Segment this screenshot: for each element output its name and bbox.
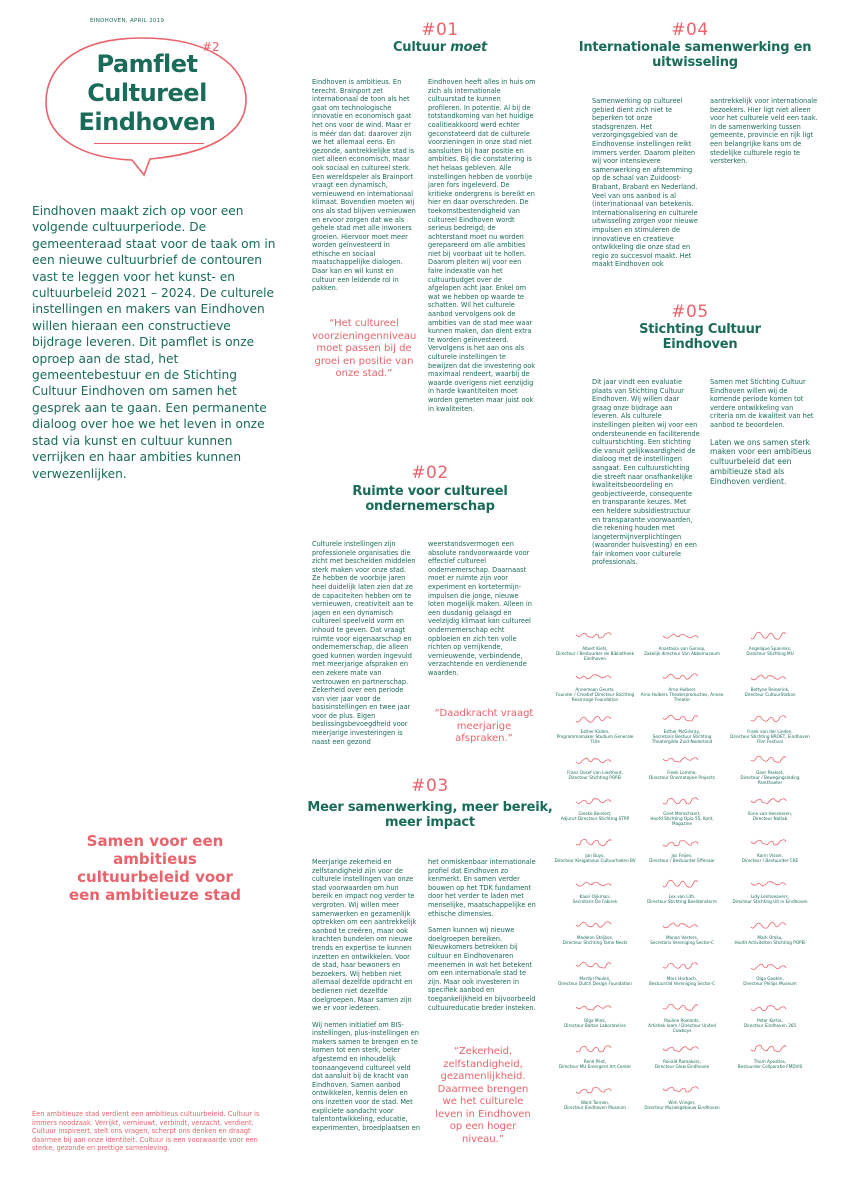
signatory-name: Griet Menschaert, [663,811,701,817]
signatory-role: Directeur / Bewegingsleding Parkthaeter [740,774,800,785]
signatory [728,752,812,785]
signatory [553,793,637,821]
section-4-number: #04 [671,20,709,40]
signature-scribble-icon [572,669,618,685]
signatory [728,876,812,904]
logo [32,30,262,180]
signature-scribble-icon [747,835,793,851]
signatory-role: Hoofd Activiteiten Stichting POPEI [734,940,806,946]
signature-scribble-icon [659,628,705,644]
signature-scribble-icon [572,917,618,933]
section-3-column-2 [428,858,538,1020]
signatory-name: Karin Visser, [756,852,784,858]
signatory-role: Directeur Onomatopee Projects [649,774,715,780]
signatory-name: Wim Vringer, [668,1100,696,1106]
signatory [553,669,637,702]
signatory-name: Lex van Lith, [668,893,696,899]
signatory [728,793,812,821]
signatory [728,1000,812,1028]
signatory [640,1000,724,1033]
signatory-role: Directeur Stichting Uit in Eindhoven [732,898,808,904]
section-2-column-1: Culturele instellingen zijn professionele organisaties die zicht met beschelden middelen sterk maken voor onze stad. Ze hebben de voorbije jaren heel duidelijk laten zien dat ze de capaciteiten hebben om te vernieuwen, creativiteit aan te jagen en een dynamisch cultureel speelveld vorm en inhoud te geven. Dat vraagt ruimte voor eigenaarschap en ondernemerschap, die alleen goed kunnen worden ingevuld met meerjarige afspraken en een zekere mate van vertrouwen en partnerschap. Zekerheid over een periode van vier jaar voor de basisinstellingen en twee jaar voor de plus. Eigen beslissingsbevoegdheid voor meerjarige investeringen is naast een gezond [312,540,416,746]
signature-scribble-icon [572,628,618,644]
signature-scribble-icon [659,876,705,892]
signatory-role: Directeur Muziekgebouw Eindhoven [644,1105,720,1111]
signature-scribble-icon [747,752,793,768]
signatory [728,917,812,945]
signature-scribble-icon [572,958,618,974]
signatory-role: Directeur Philips Museum [743,981,797,987]
signatory-name: Martijn Paulen, [579,976,611,982]
dateline: EINDHOVEN, APRIL 2019 [90,18,165,24]
signatory-name: Thom Apostles, [753,1059,787,1064]
signature-scribble-icon [572,1000,618,1016]
signatory [728,628,812,656]
signatory [640,876,724,904]
section-3-paragraph-2: Wij nemen initiatief om BIS-instellingen, plus-instellingen en makers samen te brengen en te komen tot een sterk, beter afgestemd en inhoudelijk toonaangevend cultureel veld dat aansluit bij de kracht van Eindhoven. Samen aanbod ontwikkelen, kennis delen en ons inzetten voor de stad. Met expliciete aandacht voor talentontwikkeling, educatie, experimenten, broedplaatsen en [312,1020,421,1132]
signatory-role: Artistiek leam / Directeur United Cowboys [648,1022,716,1033]
signatory [640,917,724,945]
signatory-name: Frank van der Linden, [747,728,793,734]
signature-scribble-icon [747,793,793,809]
section-1-title [300,40,580,55]
signatory [640,628,724,656]
signatory [553,1000,637,1028]
signature-scribble-icon [572,1082,618,1098]
signature-scribble-icon [747,711,793,727]
section-3-paragraph-4: Samen kunnen wij nieuwe doelgroepen bereiken. Nieuwkomers betrekken bij cultuur en Eindhovenaren meenemen in wat het betekent om een internationale stad te zijn. Maar ook investeren in specifiek aanbod en toegankelijkheid en bijvoorbeeld cultuureducatie breder insteken. [428,926,536,1012]
signatory [553,711,637,744]
signatory [640,1082,724,1110]
section-5-paragraph-2: Laten we ons samen sterk maken voor een ambitieus cultuurbeleid dat een ambitieuze stad als Eindhoven verdient. [710,437,812,486]
signatory [728,958,812,986]
signatory-name: Mark Omku, [757,935,783,941]
signatory-name: Annemoon Geurts, [575,687,615,693]
signatory-role: Directeur MU Emergent Art Center [558,1064,632,1069]
section-1-column-2: Eindhoven heeft alles in huis om zich als internationale cultuurstad te kunnen profileren. In potentie. Al bij de totstandkoming van het huidige coalitieakkoord werd echter geconstateerd dat de culturele voorzieningen in onze stad niet aansluiten bij haar positie en ambities. Bij die constatering is het helaas gebleven. Alle instellingen hebben de voorbije jaren fors ingeleverd. De kritieke ondergrens is bereikt en hier en daar overschreden. De toekomstbestendigheid van cultureel Eindhoven wordt serieus bedreigd; de achterstand moet nu worden gerepareerd om alle ambities niet bij voorbaat uit te hollen. Daarom pleiten wij voor een faire indexatie van het cultuurbudget over de afgelopen acht jaar. Enkel om wat we hebben op waarde te schatten. Wil het culturele aanbod vervolgens ook de ambities van de stad mee waar kunnen maken, dan dient extra te worden geïnvesteerd. Vervolgens is het aan ons als culturele instellingen te bewijzen dat die investering ook maximaal rendeert, waarbij de waarde overigens niet eenzijdig in harde kwantiteiten moet worden gemeten maar juist ook in kwaliteiten. [428,78,536,413]
signatory-name: Jan Buys, [585,852,605,858]
signatory-role: Directeur Stichting Beeldenstorm [647,898,717,904]
signatory-name: Olga Mink, [583,1017,607,1023]
signatory-name: Olga Gooten, [756,976,784,982]
signatory-role: Bestuurder Collporatie FMDVIS [737,1064,803,1069]
signatory-role: Directeur / Bestuurder Effenaar [649,857,715,863]
intro-text: Eindhoven maakt zich op voor een volgende cultuurperiode. De gemeenteraad staat voor de taak om in een nieuwe cultuurbrief de contouren vast te leggen voor het kunst- en cultuurbeleid 2021 – 2024. De culturele instellingen en makers van Eindhoven willen hieraan een constructieve bijdrage leveren. Dit pamflet is onze oproep aan de stad, het gemeentebestuur en de Stichting Cultuur Eindhoven om samen het gesprek aan te gaan. Een permanente dialoog over hoe we het leven in onze stad via kunst en cultuur kunnen verrijken en haar ambities kunnen verwezenlijken. [32,204,276,481]
signatory-name: Anastasia van Gennip, [658,646,706,651]
signatory-name: Arno Hulbers [668,687,696,693]
signatory-name: Pauline Roelants, [664,1017,700,1023]
signature-scribble-icon [572,711,618,727]
signatory-name: Marc Horbach, [666,976,698,982]
section-2-number: #02 [411,463,449,483]
signatory-role: Directeur CultuurStation [744,692,796,698]
signature-scribble-icon [659,793,705,809]
section-3-paragraph-1: Meerjarige zekerheid en zelfstandigheid zijn voor de culturele instellingen van onze stad voorwaarden om hun bereik en impact nog verder te vergroten. Wij willen meer samenwerken en gezamenlijk optrekken om een aantrekkelijk aanbod te creëren, maar ook krachten bundelen om nieuwe trends en expertise te kunnen inzetten en ontwikkelen. Voor de stad, haar bewoners en bezoekers. Wij hebben niet allemaal dezelfde opdracht en bedienen niet dezelfde doelgroepen. Maar samen zijn we er voor iedereen. [312,858,417,1013]
signature-scribble-icon [572,835,618,851]
section-5-paragraph-1: Samen met Stichting Cultuur Eindhoven willen wij de komende periode komen tot verdere ontwikkeling van criteria om de kwaliteit van het aanbod te beoordelen. [710,378,814,429]
logo-line-2: Cultureel [87,79,207,107]
footer-note: Een ambitieuze stad verdient een ambitieus cultuurbeleid. Cultuur is immers noodzaak. Verrijkt, vernieuwt, verbindt, verzacht, verdient. Cultuur inspireert, stelt ons vragen, scherpt ons denken en draagt daarmee bij aan onze identiteit. Cultuur is een voorwaarde voor een sterke, gezonde en prettige samenleving. [32,1110,260,1153]
signature-scribble-icon [747,917,793,933]
signatory-role: Directeur Eindhoven Museum [564,1105,626,1111]
section-3-quote: “Zekerheid, zelfstandigheid, gezamenlijkheid. Daarmee brengen we het culturele leven in Eindhoven op een hoger niveau.” [435,1046,531,1145]
signatory-role: Adjunct Directeur Stichting STRP [560,816,630,822]
signatory [728,711,812,744]
signature-scribble-icon [747,628,793,644]
section-4-column-1: Samenwerking op cultureel gebied dient zich niet te beperken tot onze stadsgrenzen. Het verzorgingsgebied van de Eindhovense instellingen reikt immers verder. Daarom pleiten wij voor intensievere samenwerking en afstemming op de schaal van Zuidoost-Brabant, Brabant en Nederland. Veel van ons aanbod is al (inter)nationaal van betekenis. Internationalisering en culturele uitwisseling zorgen voor nieuwe impulsen en stimuleren de innovatieve en creatieve ontwikkeling die onze stad en regio zo succesvol maakt. Het maakt Eindhoven ook [592,97,698,269]
signatory-name: Albert Kiefs, [582,646,608,651]
signatory-name: Ronald Ramakers, [663,1059,701,1064]
signatory-role: Directeur Stichting POPEI [568,774,622,780]
logo-number: #2 [202,40,220,54]
signatory [640,669,724,702]
signatory-role: Directeur / Bestuurder de Bibliotheek Eindhoven [555,651,635,661]
signatory-role: Secretaris Vereniging Sector-C [650,940,714,946]
logo-underline [94,143,204,144]
section-1-number: #01 [421,20,459,40]
signatory [728,1041,812,1069]
signatory [553,1082,637,1110]
signatory-name: Bettyne Reinerink, [750,687,790,693]
section-3-column-1 [312,858,420,1140]
signatory-name: Esther McGilvray, [663,728,701,734]
signature-scribble-icon [747,1041,793,1057]
signature-scribble-icon [659,1082,705,1098]
signature-scribble-icon [572,793,618,809]
signature-scribble-icon [659,917,705,933]
signatory-name: Esther Kallen, [580,728,610,734]
signatory-name: René Pënt, [583,1059,607,1064]
signatory-name: Frans Oosef van Liesthout, [567,769,623,775]
signatory-role: Directeur Stichting BROET, Eindhoven Film Festival [730,733,810,744]
signatory-name: Lidy Lenhoeavers, [750,893,790,899]
signatory [640,1041,724,1069]
section-5-column-1: Dit jaar vindt een evaluatie plaats van Stichting Cultuur Eindhoven. Wij willen daar graag onze bijdrage aan leveren. Als culturele instellingen pleiten wij voor een ondersteunende en faciliterende cultuurstichting. Een stichting die vanuit gelijkwaardigheid de dialoog met de instellingen aangaat. Een cultuurstichting die streeft naar onafhankelijke kwaliteitsbeoordeling en geobjectiveerde, consequente en transparante keuzes. Met een heldere subsidiestructuur en transparante voorwaarden, die rekening houden met langetermijnverplichtingen (waaronder huisvesting) en een fair inkomen voor culturele professionals. [592,378,700,567]
section-4-column-2: aantrekkelijk voor internationale bezoekers. Hier ligt niet alleen voor het culturele veld een taak. In de samenwerking tussen gemeente, provincie en rijk ligt een belangrijke kans om de stedelijke culturele regio te versterken. [710,97,818,166]
signature-scribble-icon [659,835,705,851]
signature-scribble-icon [572,1041,618,1057]
logo-line-3: Eindhoven [78,108,216,136]
signatory-role: Secretaris De Fabriek [572,898,618,904]
signatory-role: Directeur Baltan Laboratories [564,1022,626,1028]
signature-scribble-icon [659,1000,705,1016]
section-2-title: Ruimte voor cultureel ondernemerschap [352,484,508,514]
section-5-column-2 [710,378,818,495]
section-2-column-2: weerstandsvermogen een absolute randvoorwaarde voor effectief cultureel ondernemerschap. Daarnaast moet er ruimte zijn voor experiment en kortetermijn-impulsen die jonge, nieuwe loten mogelijk maken. Alleen in een dusdanig gelaagd en veelzijdig klimaat kan cultureel ondernemerschap echt opbloeien en zich ten volle richten op verrijkende, vernieuwende, verbindende, verzachtende en verdienende waarden. [428,540,532,677]
slogan: Samen voor een ambitieus cultuurbeleid voor een ambitieuze stad [68,832,242,904]
signature-scribble-icon [659,1041,705,1057]
section-3-number: #03 [411,776,449,796]
signatory [640,958,724,986]
signatory-role: Programmamaker Studium Generale TU/e [556,733,634,744]
signature-scribble-icon [659,958,705,974]
signatory [640,711,724,744]
signature-scribble-icon [659,752,705,768]
signatory-role: Arno Hulbers Theaterproducties, Annex Theater [640,692,724,703]
signatory-name: Ward Tonnen, [580,1100,610,1106]
section-3-paragraph-3: het onmiskenbaar internationale profiel dat Eindhoven zo kenmerkt. En samen verder bouwen op het TDK fundament door het verder te laden met menselijke, maatschappelijke en ethische dimensies. [428,858,536,918]
signatory-role: Hoofd Stichting Opia 55, Kont, Magazine [650,816,714,827]
logo-line-1: Pamflet [96,50,198,78]
signature-scribble-icon [572,752,618,768]
section-1-quote: “Het cultureel voorzieningenniveau moet passen bij de groei en positie van onze stad.” [312,318,417,379]
signature-scribble-icon [747,958,793,974]
signatory [553,876,637,904]
signature-scribble-icon [747,669,793,685]
signatory-role: Directeur Stichting MU [746,651,794,656]
signatory [728,835,812,863]
signatory-role: Directeur Dutch Design Foundation [558,981,632,987]
signatory-role: Directeur Stichting Tame Nests [562,940,628,946]
section-1-title-main: Cultuur [392,40,451,55]
signatory-name: Freek Lomme, [667,769,697,775]
signatory-role: Directeur Eindhoven 365 [743,1022,797,1028]
signatory [553,1041,637,1069]
signature-scribble-icon [659,711,705,727]
signatory [640,835,724,863]
signatory-name: Geer Paskiet, [756,769,784,775]
signatory [640,752,724,780]
signatory-role: Bestuurslid Vereniging Sector-C [648,981,716,987]
signatory-name: Ilona van Heeckeren, [747,811,793,817]
signature-scribble-icon [572,876,618,892]
signatory [553,752,637,780]
signatory-role: Founder / Creatief Directeur Stichting Rearrange Foundation [555,692,635,703]
signatory-role: Secretaris Bestuur Stichting Theatergilde Zuid-Nederland [651,733,713,744]
signatory-role: Directeur Glow Eindhoven [654,1064,710,1069]
signatory [553,835,637,863]
signatory-role: Directeur / Bestuurder CKE [741,857,799,863]
signatory-role: Directeur Kleigalaxus Cultuurhallen BV [554,857,636,863]
signature-scribble-icon [659,669,705,685]
signatory [553,917,637,945]
signatory [640,793,724,826]
section-2-quote: “Daadkracht vraagt meerjarige afspraken.” [434,708,534,744]
section-4-title: Internationale samenwerking en uitwisseling [578,40,812,70]
signatory-role: Zakelijk directeur Van Abbemuseum [644,651,720,656]
section-3-title: Meer samenwerking, meer bereik, meer impact [307,800,553,830]
section-5-title: Stichting Cultuur Eindhoven [639,322,761,352]
section-5-number: #05 [671,302,709,322]
signatory-name: Gieske Bonsert, [578,811,612,817]
signature-scribble-icon [747,1000,793,1016]
signatory-role: Directeur Natlab [752,816,788,822]
signature-scribble-icon [747,876,793,892]
signatory-name: Joc Feijen, [671,852,693,858]
signatory [553,958,637,986]
signatory-name: Kaori Oijkman, [579,893,611,899]
signatory-name: Madelon Strijbos, [576,935,614,941]
signatory [553,628,637,661]
section-1-title-emphasis: moet [450,40,488,55]
signatory [728,669,812,697]
signatory-name: Peter Kortie, [757,1017,783,1023]
section-1-column-1: Eindhoven is ambitieus. En terecht. Brainport zet internationaal de toon als het gaat om technologische innovatie en economisch gaat het ons voor de wind. Maar er is méér dan dat: daarover zijn we het allemaal eens. En gezonde, aantrekkelijke stad is niet alleen economisch, maar ook sociaal en cultureel sterk. Een wereldspeler als Brainport vraagt een dynamisch, vernieuwend en internationaal klimaat. Bovendien moeten wij ons als stad blijven vernieuwen en ervoor zorgen dat we als gehele stad met alle inwoners groeien. Hiervoor moet meer worden geïnvesteerd in ethische en sociaal maatschappelijke dialogen. Daar kan en wil kunst en cultuur een leidende rol in pakken. [312,78,416,293]
signatory-name: Manon Vosters, [665,935,699,941]
signatory-name: Angelique Spaninks, [748,646,792,651]
